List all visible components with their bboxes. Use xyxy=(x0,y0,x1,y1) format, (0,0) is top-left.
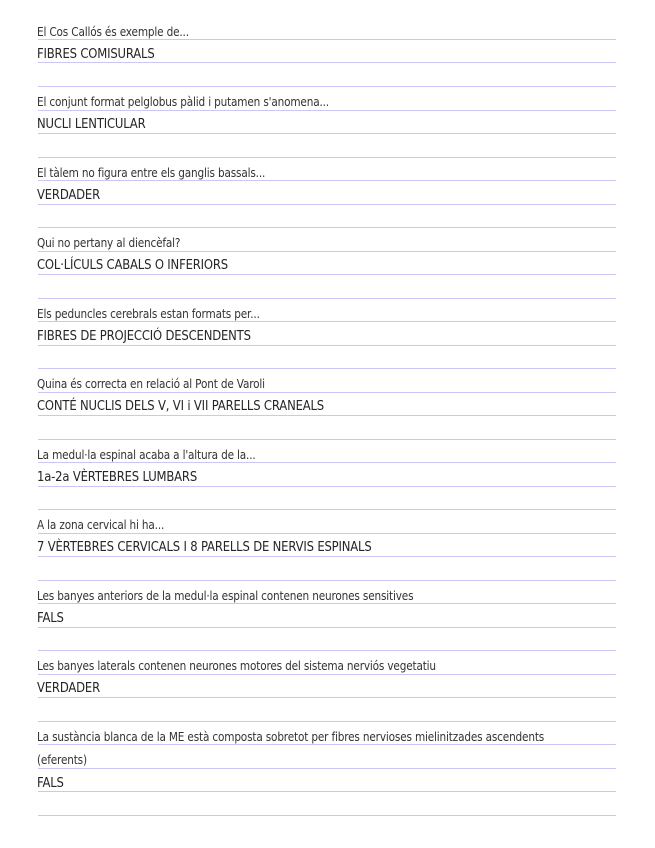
ruled-line xyxy=(38,650,616,651)
answer-text: VERDADER xyxy=(37,187,100,203)
question-text: El tàlem no figura entre els ganglis bassals... xyxy=(37,165,266,180)
ruled-line xyxy=(38,721,616,722)
question-text: La medul·la espinal acaba a l'altura de la... xyxy=(37,447,256,462)
question-text: Els peduncles cerebrals estan formats per... xyxy=(37,306,260,321)
question-text: La sustància blanca de la ME està composta sobretot per fibres nervioses mielinitzades ascendents xyxy=(37,729,545,744)
ruled-line xyxy=(38,86,616,87)
ruled-line xyxy=(38,157,616,158)
question-text: El conjunt format pelglobus pàlid i putamen s'anomena... xyxy=(37,94,329,109)
ruled-line xyxy=(38,368,616,369)
ruled-line xyxy=(38,462,616,463)
answer-text: VERDADER xyxy=(37,680,100,696)
ruled-line xyxy=(38,62,616,63)
ruled-line xyxy=(38,133,616,134)
answer-text: NUCLI LENTICULAR xyxy=(37,116,146,132)
answer-text: 7 VÈRTEBRES CERVICALS I 8 PARELLS DE NERVIS ESPINALS xyxy=(37,539,372,555)
answer-text: FIBRES DE PROJECCIÓ DESCENDENTS xyxy=(37,328,251,344)
ruled-line xyxy=(38,533,616,534)
ruled-line xyxy=(38,345,616,346)
ruled-line xyxy=(38,110,616,111)
ruled-line xyxy=(38,815,616,816)
ruled-line xyxy=(38,627,616,628)
question-text: Les banyes anteriors de la medul·la espinal contenen neurones sensitives xyxy=(37,588,414,603)
answer-text: CONTÉ NUCLIS DELS V, VI i VII PARELLS CRANEALS xyxy=(37,398,325,414)
answer-text: FALS xyxy=(37,610,64,626)
ruled-line xyxy=(38,486,616,487)
ruled-line xyxy=(38,274,616,275)
answer-text: COL·LÍCULS CABALS O INFERIORS xyxy=(37,257,228,273)
question-text: El Cos Callós és exemple de... xyxy=(37,24,189,39)
ruled-line xyxy=(38,321,616,322)
ruled-line xyxy=(38,227,616,228)
ruled-line xyxy=(38,180,616,181)
ruled-line xyxy=(38,603,616,604)
ruled-line xyxy=(38,204,616,205)
ruled-line xyxy=(38,580,616,581)
ruled-line xyxy=(38,392,616,393)
ruled-line xyxy=(38,556,616,557)
ruled-line xyxy=(38,39,616,40)
question-text: Qui no pertany al diencèfal? xyxy=(37,235,181,250)
ruled-line xyxy=(38,298,616,299)
ruled-line xyxy=(38,768,616,769)
ruled-line xyxy=(38,509,616,510)
ruled-line xyxy=(38,791,616,792)
ruled-line xyxy=(38,415,616,416)
question-text: A la zona cervical hi ha... xyxy=(37,517,165,532)
answer-text: 1a-2a VÈRTEBRES LUMBARS xyxy=(37,469,198,485)
ruled-line xyxy=(38,251,616,252)
question-text: Quina és correcta en relació al Pont de Varoli xyxy=(37,376,265,391)
ruled-line xyxy=(38,744,616,745)
question-text: Les banyes laterals contenen neurones motores del sistema nerviós vegetatiu xyxy=(37,658,436,673)
ruled-line xyxy=(38,674,616,675)
question-text-continued: (eferents) xyxy=(37,752,87,767)
ruled-line xyxy=(38,697,616,698)
answer-text: FIBRES COMISURALS xyxy=(37,46,155,62)
ruled-line xyxy=(38,439,616,440)
answer-text: FALS xyxy=(37,775,64,791)
